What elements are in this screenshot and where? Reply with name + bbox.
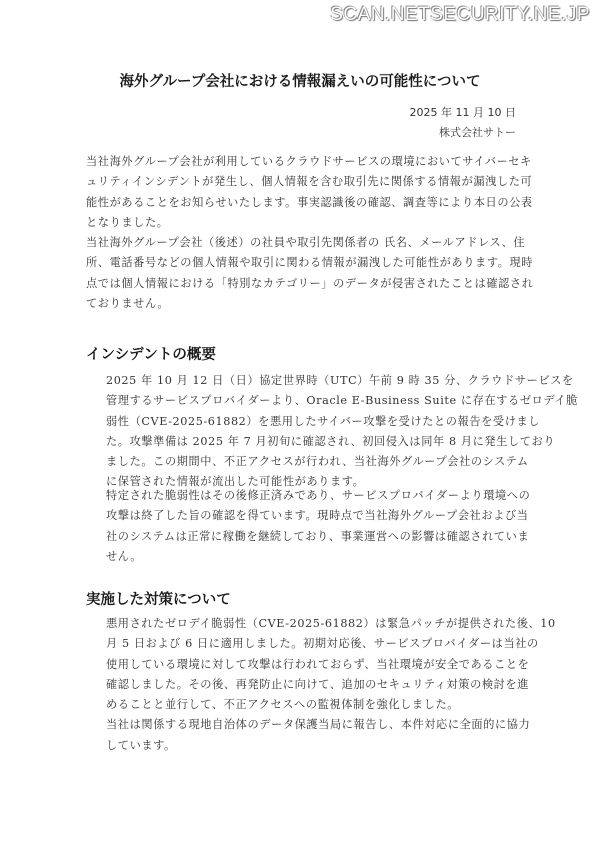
- text-line: 所、電話番号などの個人情報や取引に関わる情報が漏洩した可能性があります。現時: [86, 256, 534, 270]
- text-line: 攻撃は終了した旨の確認を得ています。現時点で当社海外グループ会社および当: [106, 509, 529, 523]
- text-line: 使用している環境に対して攻撃は行われておらず、当社環境が安全であることを: [106, 657, 530, 671]
- text-line: 社のシステムは正常に稼働を継続しており、事業運営への影響は確認されていま: [106, 529, 530, 543]
- text-line: 特定された脆弱性はその後修正済みであり、サービスプロバイダーより環境への: [106, 489, 531, 502]
- section-heading-measures: 実施した対策について: [86, 592, 231, 608]
- company-name: 株式会社サトー: [439, 126, 516, 139]
- text-line: 当社は関係する現地自治体のデータ保護当局に報告し、本件対応に全面的に協力: [106, 718, 531, 732]
- text-line: 月 5 日および 6 日に適用しました。初期対応後、サービスプロバイダーは当社の: [106, 637, 539, 651]
- text-line: 当社海外グループ会社が利用しているクラウドサービスの環境においてサイバーセキ: [86, 155, 532, 168]
- text-line: しています。: [106, 738, 176, 752]
- incident-paragraph-2: [106, 486, 531, 567]
- text-line: せん。: [106, 549, 143, 563]
- text-line: 点では個人情報における「特別なカテゴリー」のデータが侵害されたことは確認され: [86, 276, 534, 290]
- document-title: 海外グループ会社における情報漏えいの可能性について: [119, 74, 481, 90]
- text-line: 悪用されたゼロデイ脆弱性（CVE-2025-61882）は緊急パッチが提供された後、10: [106, 617, 556, 630]
- text-line: めることと並行して、不正アクセスへの監視体制を強化しました。: [106, 698, 460, 712]
- text-line: 2025 年 10 月 12 日（日）協定世界時（UTC）午前 9 時 35 分、クラウドサービスを: [106, 374, 574, 387]
- text-line: 当社海外グループ会社（後述）の社員や取引先関係者の 氏名、メールアドレス、住: [86, 236, 526, 250]
- text-line: 確認しました。その後、再発防止に向けて、追加のセキュリティ対策の検討を進: [106, 677, 530, 691]
- document-date: 2025 年 11 月 10 日: [409, 106, 516, 119]
- text-line: となりました。: [86, 215, 169, 229]
- text-line: ュリティインシデントが発生し、個人情報を含む取引先に関係する情報が漏洩した可: [86, 175, 533, 189]
- text-line: た。攻撃準備は 2025 年 7 月初旬に確認され、初回侵入は同年 8 月に発生しており: [106, 434, 556, 448]
- site-watermark: SCAN.NETSECURITY.NE.JP: [330, 4, 590, 25]
- text-line: 管理するサービスプロバイダーより、Oracle E-Business Suite に存在するゼロデイ脆: [106, 394, 578, 408]
- measures-paragraph: [106, 614, 556, 756]
- intro-paragraph: [86, 152, 534, 314]
- text-line: 能性があることをお知らせいたします。事実認識後の確認、調査等により本日の公表: [86, 195, 533, 209]
- text-line: ておりません。: [86, 297, 170, 311]
- text-line: ました。この期間中、不正アクセスが行われ、当社海外グループ会社のシステム: [106, 455, 529, 469]
- incident-paragraph-1: [106, 371, 578, 493]
- text-line: に保管された情報が流出した可能性があります。: [106, 475, 365, 489]
- section-heading-incident-overview: インシデントの概要: [86, 347, 216, 363]
- text-line: 弱性（CVE-2025-61882）を悪用したサイバー攻撃を受けたとの報告を受けまし: [106, 414, 541, 428]
